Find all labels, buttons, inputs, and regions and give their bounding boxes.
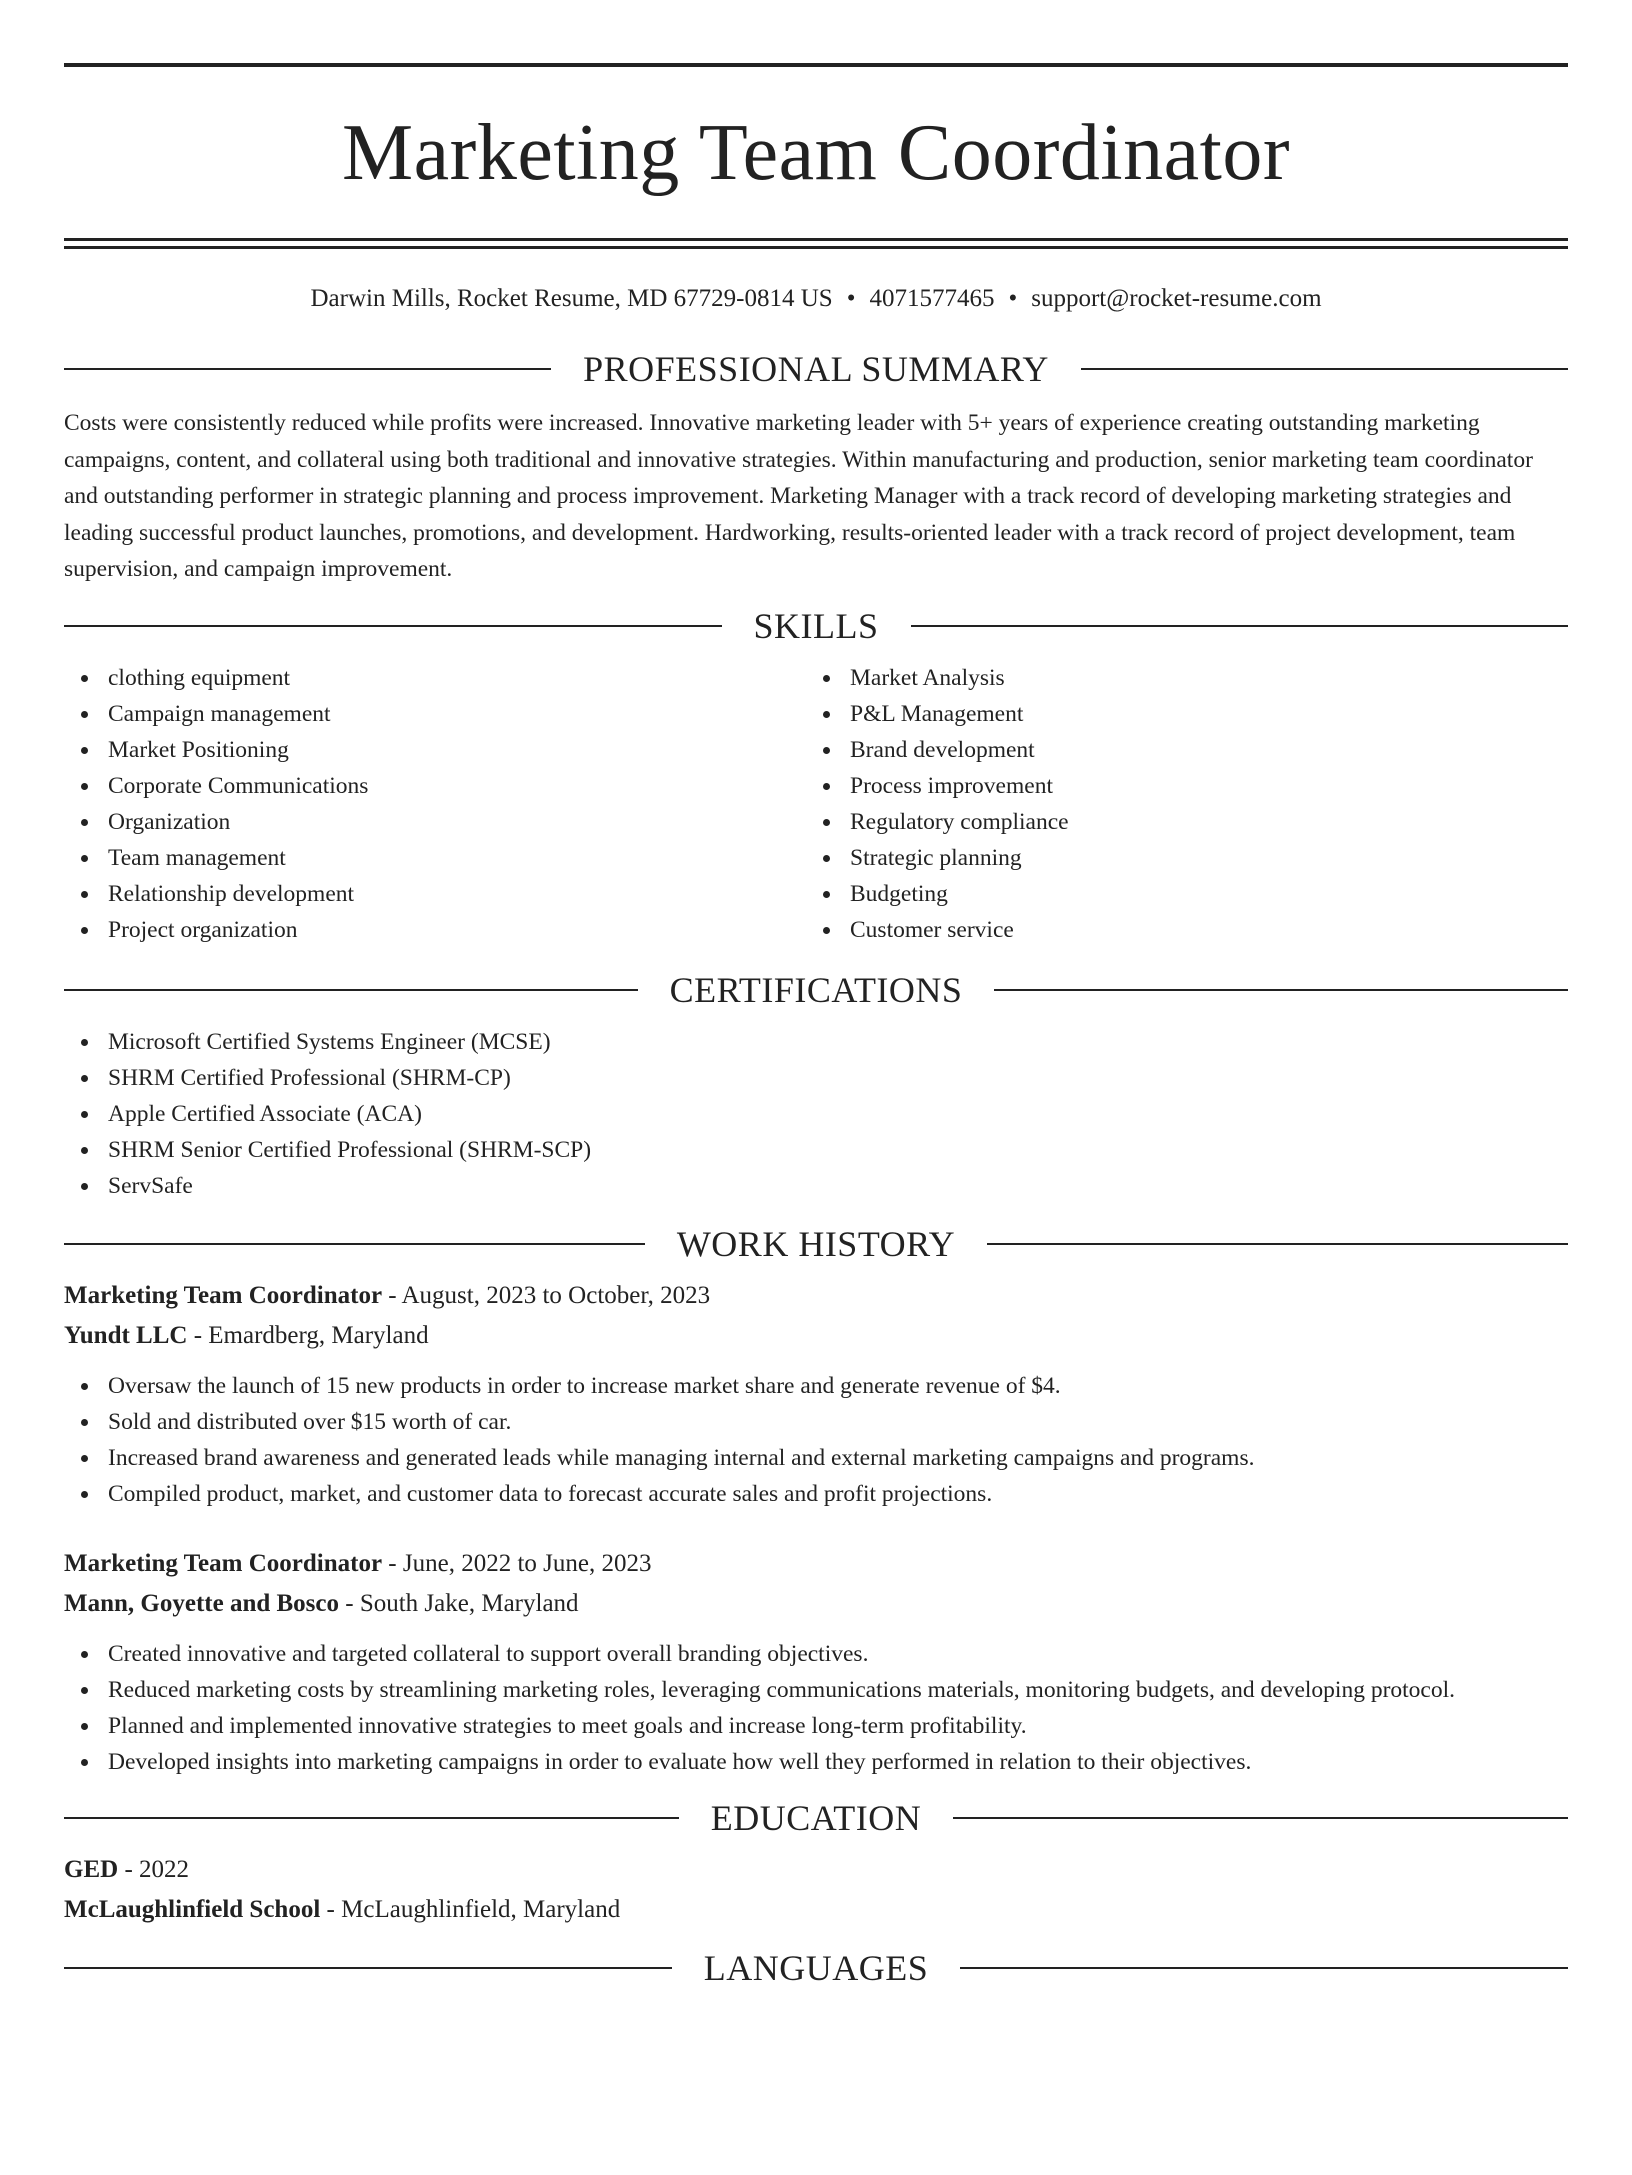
job-company: Yundt LLC — [64, 1321, 188, 1349]
job-bullet: Reduced marketing costs by streamlining marketing roles, leveraging communications materials, monitoring budgets, and developing protocol. — [64, 1672, 1568, 1708]
skill-item: Brand development — [806, 732, 1548, 768]
skills-column-right — [806, 660, 1548, 948]
job-bullets — [64, 1636, 1568, 1780]
skill-item: Budgeting — [806, 876, 1548, 912]
skills-column-left — [64, 660, 806, 948]
skills-list — [64, 660, 1568, 948]
section-heading-education: EDUCATION — [64, 1796, 1568, 1840]
skill-item: Market Positioning — [64, 732, 806, 768]
title-double-rule — [64, 238, 1568, 249]
job-entry — [64, 1544, 1568, 1780]
section-heading-summary: PROFESSIONAL SUMMARY — [64, 347, 1568, 391]
skill-item: Team management — [64, 840, 806, 876]
job-bullet: Created innovative and targeted collateral to support overall branding objectives. — [64, 1636, 1568, 1672]
job-title: Marketing Team Coordinator — [64, 1281, 383, 1309]
skill-item: Relationship development — [64, 876, 806, 912]
job-bullet: Increased brand awareness and generated leads while managing internal and external marketing campaigns and programs. — [64, 1440, 1568, 1476]
skill-item: Organization — [64, 804, 806, 840]
job-bullet: Sold and distributed over $15 worth of car. — [64, 1404, 1568, 1440]
job-dates: - August, 2023 to October, 2023 — [382, 1281, 711, 1309]
certification-item: SHRM Certified Professional (SHRM-CP) — [64, 1060, 1568, 1096]
education-school: McLaughlinfield School — [64, 1895, 321, 1923]
certifications-list — [64, 1024, 1568, 1204]
skill-item: clothing equipment — [64, 660, 806, 696]
job-bullet: Oversaw the launch of 15 new products in order to increase market share and generate revenue of $4. — [64, 1368, 1568, 1404]
contact-separator: • — [846, 285, 856, 312]
education-degree-line — [64, 1850, 1568, 1890]
education-entry — [64, 1850, 1568, 1930]
contact-email: support@rocket-resume.com — [1031, 285, 1322, 312]
skill-item: Market Analysis — [806, 660, 1548, 696]
job-entry — [64, 1276, 1568, 1512]
skill-item: Customer service — [806, 912, 1548, 948]
education-school-line — [64, 1890, 1568, 1930]
job-bullet: Compiled product, market, and customer data to forecast accurate sales and profit projections. — [64, 1476, 1568, 1512]
education-year: - 2022 — [118, 1855, 190, 1883]
section-heading-certifications: CERTIFICATIONS — [64, 968, 1568, 1012]
contact-line — [64, 283, 1568, 315]
education-location: - McLaughlinfield, Maryland — [320, 1895, 621, 1923]
skill-item: Regulatory compliance — [806, 804, 1548, 840]
certification-item: Microsoft Certified Systems Engineer (MCSE) — [64, 1024, 1568, 1060]
job-location: - South Jake, Maryland — [339, 1589, 579, 1617]
section-heading-skills: SKILLS — [64, 604, 1568, 648]
certification-item: SHRM Senior Certified Professional (SHRM-SCP) — [64, 1132, 1568, 1168]
job-company-line — [64, 1584, 1568, 1624]
job-bullet: Developed insights into marketing campaigns in order to evaluate how well they performed in relation to their objectives. — [64, 1744, 1568, 1780]
skill-item: P&L Management — [806, 696, 1548, 732]
job-title-line — [64, 1276, 1568, 1316]
section-heading-languages: LANGUAGES — [64, 1946, 1568, 1990]
job-bullets — [64, 1368, 1568, 1512]
education-degree: GED — [64, 1855, 119, 1883]
contact-address: Darwin Mills, Rocket Resume, MD 67729-0814 US — [310, 285, 833, 312]
job-company: Mann, Goyette and Bosco — [64, 1589, 339, 1617]
section-heading-work-history: WORK HISTORY — [64, 1222, 1568, 1266]
resume-title: Marketing Team Coordinator — [342, 109, 1290, 197]
job-bullet: Planned and implemented innovative strategies to meet goals and increase long-term profitability. — [64, 1708, 1568, 1744]
skill-item: Strategic planning — [806, 840, 1548, 876]
resume-page — [0, 63, 1632, 2175]
certification-item: ServSafe — [64, 1168, 1568, 1204]
job-title-line — [64, 1544, 1568, 1584]
job-company-line — [64, 1316, 1568, 1356]
job-dates: - June, 2022 to June, 2023 — [382, 1549, 652, 1577]
skill-item: Process improvement — [806, 768, 1548, 804]
contact-phone: 4071577465 — [869, 285, 995, 312]
skill-item: Campaign management — [64, 696, 806, 732]
job-location: - Emardberg, Maryland — [187, 1321, 429, 1349]
skill-item: Corporate Communications — [64, 768, 806, 804]
summary-text: Costs were consistently reduced while profits were increased. Innovative marketing leader with 5+ years of experience creating outstanding marketing campaigns, content, and collateral using both traditional and innovative strategies. Within manufacturing and production, senior marketing team coordinator and outstanding performer in strategic planning and process improvement. Marketing Manager with a track record of developing marketing strategies and leading successful product launches, promotions, and development. Hardworking, results-oriented leader with a track record of project development, team supervision, and campaign improvement. — [64, 410, 1533, 582]
contact-separator: • — [1008, 285, 1018, 312]
skill-item: Project organization — [64, 912, 806, 948]
job-title: Marketing Team Coordinator — [64, 1549, 383, 1577]
certification-item: Apple Certified Associate (ACA) — [64, 1096, 1568, 1132]
